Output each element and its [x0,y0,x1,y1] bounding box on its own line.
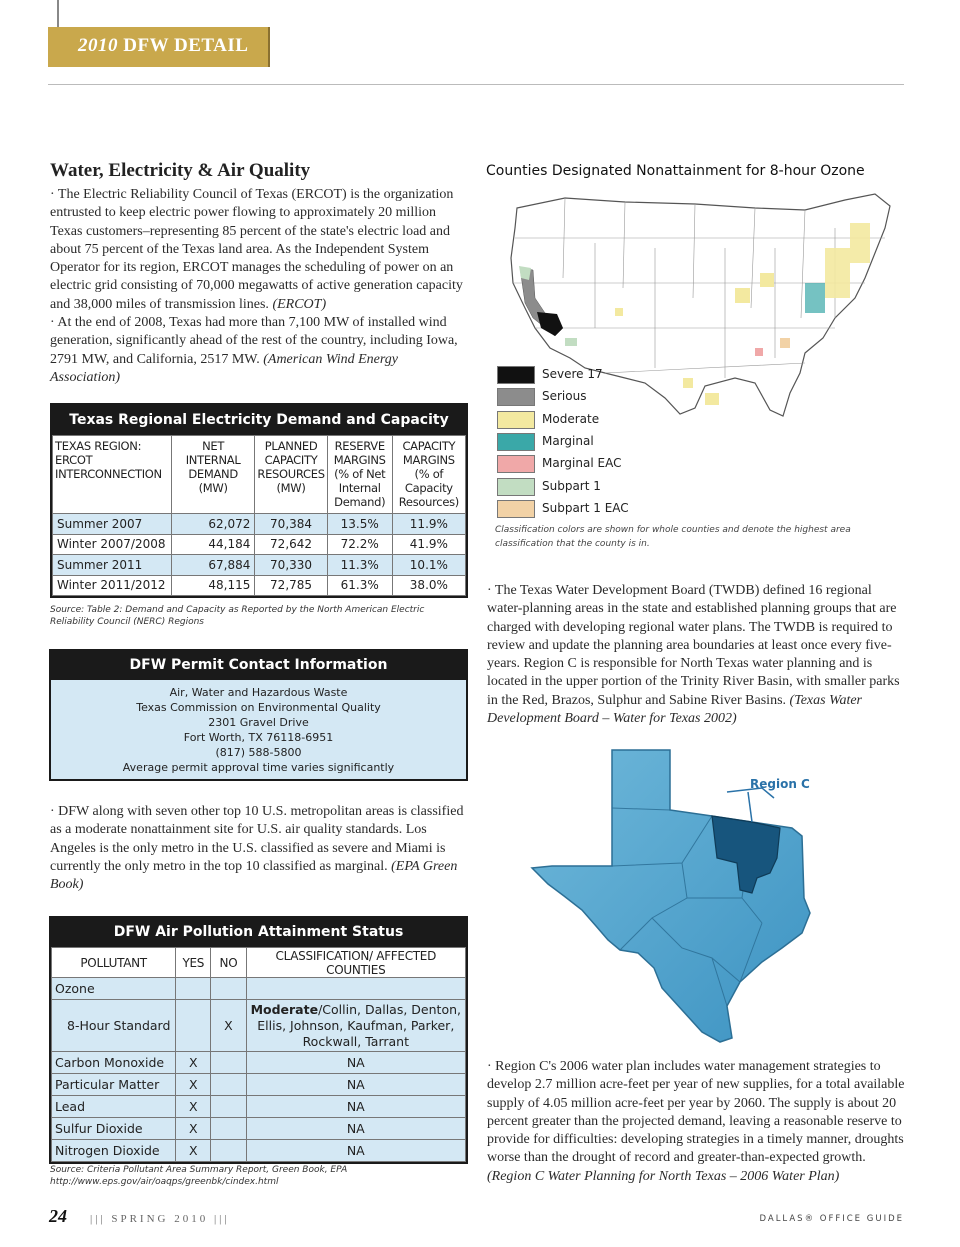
permit-line-agency: Texas Commission on Environmental Quality [136,701,381,714]
cell-class [246,1000,465,1052]
section-title: Water, Electricity & Air Quality [50,160,311,181]
legend-swatch [497,478,535,496]
cell-class: NA [246,1118,465,1140]
electricity-header-row [53,436,466,514]
cell-reserve: 11.3% [327,555,392,576]
twdb-source: (Texas Water Development Board – Water for Texas 2002) [487,692,862,727]
cell-margin: 38.0% [392,575,465,596]
cell-pollutant: Carbon Monoxide [52,1052,176,1074]
cell-capacity: 70,330 [255,555,327,576]
cell-yes [176,978,211,1000]
cell-yes [176,1000,211,1052]
col-classification: CLASSIFICATION/ AFFECTED COUNTIES [246,948,465,978]
cell-yes: X [176,1118,211,1140]
page-number: 24 [49,1206,67,1226]
cell-no [211,978,246,1000]
cell-no [211,1052,246,1074]
col-no: NO [211,948,246,978]
table-row [53,534,466,555]
table-row [52,978,466,1000]
legend-swatch [497,455,535,473]
header-text: DFW DETAIL [123,35,249,56]
cell-demand: 44,184 [171,534,255,555]
cell-yes: X [176,1096,211,1118]
legend-label: Serious [542,389,587,403]
wind-source: (American Wind Energy Association) [50,351,399,385]
cell-class [246,978,465,1000]
cell-margin: 10.1% [392,555,465,576]
air-table-source: Source: Criteria Pollutant Area Summary Report, Green Book, EPA http://www.eps.gov/air/oaqps/greenbk/cindex.html [50,1165,348,1187]
cell-no [211,1096,246,1118]
cell-demand: 48,115 [171,575,255,596]
legend-swatch [497,433,535,451]
ozone-counties: /Collin, Dallas, Denton, Ellis, Johnson, Kaufman, Parker, Rockwall, Tarrant [257,1001,461,1049]
col-capacity-margins: CAPACITY MARGINS (% of Capacity Resources) [392,436,465,514]
wind-text: · At the end of 2008, Texas had more than 7,100 MW of installed wind generation, significantly ahead of the rest of the country, including Iowa, 2791 MW, and California, 2517 MW. [50,315,458,367]
cell-period: Winter 2007/2008 [53,534,172,555]
footer-season: ||| SPRING 2010 ||| [90,1213,230,1225]
col-pollutant: POLLUTANT [52,948,176,978]
permit-title: DFW Permit Contact Information [51,651,466,680]
cell-period: Winter 2011/2012 [53,575,172,596]
regionc-text: · Region C's 2006 water plan includes water management strategies to develop 2.7 million acre-feet per year of new supplies, for a total available supply of 4.05 million acre-feet per year by 2060. The supply is about 20 percent greater than the projected demand, leaving a reasonable reserve to provide for difficulties: developing strategies in a timely manner, droughts worse than the drought of record and greater-than-expected growth. [487,1059,905,1166]
cell-capacity: 70,384 [255,514,327,535]
cell-demand: 62,072 [171,514,255,535]
col-planned-capacity: PLANNED CAPACITY RESOURCES (MW) [255,436,327,514]
col-reserve-margins: RESERVE MARGINS (% of Net Internal Demand) [327,436,392,514]
cell-pollutant: 8-Hour Standard [52,1000,176,1052]
cell-reserve: 61.3% [327,575,392,596]
ozone-class-level: Moderate [250,1001,319,1017]
cell-no: X [211,1000,246,1052]
air-table-title: DFW Air Pollution Attainment Status [51,918,466,947]
ozone-map-note: Classification colors are shown for whole counties and denote the highest area classification that the county is in. [495,525,851,549]
header-divider [48,84,904,85]
cell-pollutant: Lead [52,1096,176,1118]
electricity-table-source: Source: Table 2: Demand and Capacity as Reported by the North American Electric Reliability Council (NERC) Regions [50,605,425,627]
permit-line-city: Fort Worth, TX 76118-6951 [183,731,334,744]
cell-class: NA [246,1074,465,1096]
table-row [52,1118,466,1140]
cell-no [211,1074,246,1096]
footer-publication: DALLAS® OFFICE GUIDE [759,1214,904,1224]
permit-line-phone: (817) 588-5800 [215,746,302,759]
permit-line-note: Average permit approval time varies significantly [122,761,395,774]
table-row [52,1096,466,1118]
ozone-us-map [505,188,905,423]
cell-no [211,1118,246,1140]
legend-swatch [497,366,535,384]
regionc-paragraph [487,1058,907,1186]
region-c-label: Region C [750,777,810,791]
cell-pollutant: Nitrogen Dioxide [52,1140,176,1162]
cell-capacity: 72,785 [255,575,327,596]
ercot-source: (ERCOT) [272,296,327,312]
air-table-box [49,916,468,1164]
twdb-paragraph [487,582,907,728]
table-row [53,575,466,596]
cell-pollutant: Particular Matter [52,1074,176,1096]
cell-no [211,1140,246,1162]
col-net-demand: NET INTERNAL DEMAND (MW) [171,436,255,514]
legend-swatch [497,500,535,518]
electricity-table-box [50,403,468,598]
permit-line-category: Air, Water and Hazardous Waste [169,686,348,699]
legend-swatch [497,388,535,406]
table-row [53,514,466,535]
cell-class: NA [246,1052,465,1074]
cell-reserve: 72.2% [327,534,392,555]
air-table [51,947,466,1162]
legend-label: Marginal EAC [542,456,622,470]
cell-yes: X [176,1074,211,1096]
cell-period: Summer 2011 [53,555,172,576]
cell-class: NA [246,1096,465,1118]
dfw-paragraph [50,803,468,894]
dfw-source: (EPA Green Book) [50,858,458,893]
cell-pollutant: Sulfur Dioxide [52,1118,176,1140]
table-row [52,1052,466,1074]
permit-line-street: 2301 Gravel Drive [208,716,309,729]
ercot-text: · The Electric Reliability Council of Texas (ERCOT) is the organization entrusted to keep electric power flowing to approximately 20 million Texas customers–representing 85 percent of the state's electric load and about 75 percent of the Texas land area. As the Independent System Operator for its region, ERCOT manages the scheduling of power on an electric grid consisting of 70,000 megawatts of active generation capacity and 38,000 miles of transmission lines. [50,187,463,312]
electricity-table-title: Texas Regional Electricity Demand and Capacity [52,405,466,435]
table-row [52,1074,466,1096]
electricity-table [52,435,466,596]
legend-label: Marginal [542,434,594,448]
cell-margin: 11.9% [392,514,465,535]
cell-margin: 41.9% [392,534,465,555]
twdb-text: · The Texas Water Development Board (TWDB) defined 16 regional water-planning areas in the state and established planning groups that are charged with developing regional water plans. The TWDB is required to review and update the planning area boundaries at least once every five-years. Region C is responsible for North Texas water planning and is located in the upper portion of the Trinity River Basin, with smaller parks in the Red, Brazos, Sulphur and Sabine River Basins. [487,583,900,708]
cell-reserve: 13.5% [327,514,392,535]
legend-label: Severe 17 [542,367,603,381]
cell-yes: X [176,1140,211,1162]
regionc-source: (Region C Water Planning for North Texas – 2006 Water Plan) [487,1168,840,1184]
cell-demand: 67,884 [171,555,255,576]
cell-pollutant: Ozone [52,978,176,1000]
col-yes: YES [176,948,211,978]
table-row [53,555,466,576]
permit-box [49,649,468,781]
legend-label: Subpart 1 [542,479,601,493]
cell-period: Summer 2007 [53,514,172,535]
table-row [52,1000,466,1052]
legend-swatch [497,411,535,429]
cell-class: NA [246,1140,465,1162]
cell-capacity: 72,642 [255,534,327,555]
dfw-text: · DFW along with seven other top 10 U.S. metropolitan areas is classified as a moderate nonattainment site for U.S. air quality standards. Los Angeles is the only metro in the U.S. classified as severe and Miami is currently the only metro in the top 10 classified as marginal. [50,804,464,874]
col-region: TEXAS REGION: ERCOT INTERCONNECTION [53,436,172,514]
header-title [78,35,248,57]
texas-region-map [512,748,842,1046]
ercot-paragraph [50,186,468,387]
header-year: 2010 [78,35,118,56]
legend-label: Subpart 1 EAC [542,501,629,515]
table-row [52,1140,466,1162]
ozone-map-title: Counties Designated Nonattainment for 8-hour Ozone [486,163,865,179]
cell-yes: X [176,1052,211,1074]
legend-label: Moderate [542,412,600,426]
header-banner [48,27,270,67]
permit-body [51,680,466,779]
air-header-row [52,948,466,978]
